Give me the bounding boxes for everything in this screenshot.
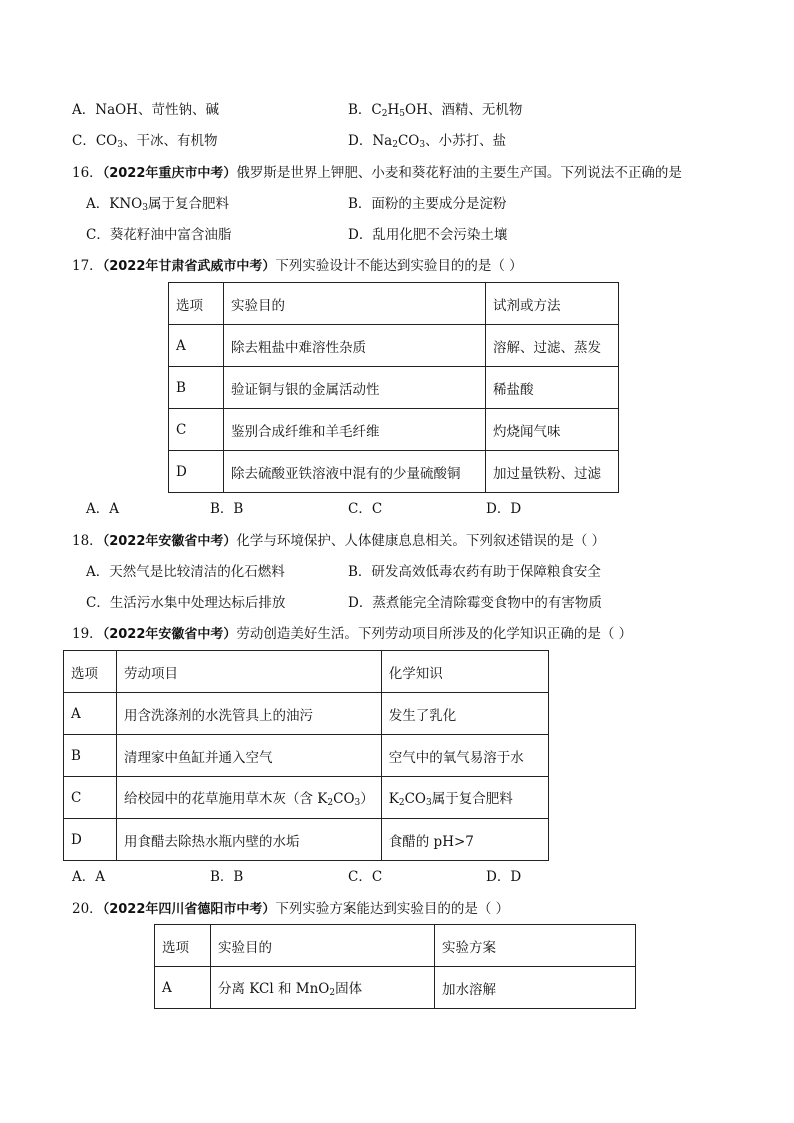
q19-answer-a: A．A [72, 869, 105, 885]
table-cell: 选项 [169, 283, 224, 325]
q16-option-b: B．面粉的主要成分是淀粉 [348, 196, 507, 212]
q17-source: （2022年甘肃省武威市中考） [102, 259, 276, 274]
q16-source: （2022年重庆市中考） [102, 166, 237, 181]
q17-stem: 17．（2022年甘肃省武威市中考）下列实验设计不能达到实验目的的是（ ） [72, 258, 523, 274]
table-row [169, 367, 619, 409]
q19-table [63, 650, 549, 861]
q18-source: （2022年安徽省中考） [102, 534, 237, 549]
q19-answer-b: B．B [210, 869, 244, 885]
table-row [64, 777, 549, 819]
table-cell: 鉴别合成纤维和羊毛纤维 [224, 409, 486, 451]
table-cell: 给校园中的花草施用草木灰（含 $K_2CO_3$） [117, 777, 382, 819]
table-cell: 用食醋去除热水瓶内壁的水垢 [117, 819, 382, 861]
table-cell: 除去粗盐中难溶性杂质 [224, 325, 486, 367]
table-cell: 溶解、过滤、蒸发 [486, 325, 619, 367]
table-cell: 加过量铁粉、过滤 [486, 451, 619, 493]
table-cell: 实验目的 [211, 925, 435, 967]
table-cell: 灼烧闻气味 [486, 409, 619, 451]
q19-answer-d: D．D [486, 869, 522, 885]
q20-source: （2022年四川省德阳市中考） [102, 902, 276, 917]
q17-answer-d: D．D [486, 501, 522, 517]
q18-option-b: B．研发高效低毒农药有助于保障粮食安全 [348, 564, 601, 580]
table-cell: 除去硫酸亚铁溶液中混有的少量硫酸铜 [224, 451, 486, 493]
table-cell: 试剂或方法 [486, 283, 619, 325]
table-cell: 化学知识 [381, 651, 548, 693]
q17-answer-b: B．B [210, 501, 244, 517]
q16-option-a: A．$KNO_3$属于复合肥料 [86, 196, 229, 213]
q17-table [168, 282, 619, 493]
table-row [169, 451, 619, 493]
table-cell: D [169, 451, 224, 493]
table-header-row [155, 925, 636, 967]
table-header-row [64, 651, 549, 693]
table-cell: $K_2CO_3$属于复合肥料 [381, 777, 548, 819]
table-cell: C [169, 409, 224, 451]
table-cell: 实验目的 [224, 283, 486, 325]
q15-option-c: C．$CO_3$、干冰、有机物 [72, 133, 218, 150]
table-row [169, 325, 619, 367]
q19-stem: 19．（2022年安徽省中考）劳动创造美好生活。下列劳动项目所涉及的化学知识正确的是（ ） [72, 626, 633, 642]
table-row [169, 409, 619, 451]
table-row [64, 819, 549, 861]
table-cell: 空气中的氧气易溶于水 [381, 735, 548, 777]
table-cell: D [64, 819, 117, 861]
table-cell: 发生了乳化 [381, 693, 548, 735]
table-cell: C [64, 777, 117, 819]
q16-option-c: C．葵花籽油中富含油脂 [86, 227, 232, 243]
table-cell: 清理家中鱼缸并通入空气 [117, 735, 382, 777]
q16-stem: 16．（2022年重庆市中考）俄罗斯是世界上钾肥、小麦和葵花籽油的主要生产国。下列说法不正确的是 [72, 165, 682, 181]
table-cell: 劳动项目 [117, 651, 382, 693]
q16-option-d: D．乱用化肥不会污染土壤 [348, 227, 508, 243]
q15-option-a: A．NaOH、苛性钠、碱 [72, 102, 219, 118]
table-cell: 加水溶解 [435, 967, 636, 1009]
table-cell: 用含洗涤剂的水洗管具上的油污 [117, 693, 382, 735]
q20-stem: 20．（2022年四川省德阳市中考）下列实验方案能达到实验目的的是（ ） [72, 901, 510, 917]
table-row [155, 967, 636, 1009]
q15-option-b: B．$C_2H_5OH$、酒精、无机物 [348, 102, 523, 119]
table-cell: A [169, 325, 224, 367]
table-row [64, 735, 549, 777]
q15-option-d: D．$Na_2CO_3$、小苏打、盐 [348, 133, 507, 150]
table-cell: 选项 [64, 651, 117, 693]
table-cell: B [169, 367, 224, 409]
table-cell: 选项 [155, 925, 211, 967]
table-cell: 验证铜与银的金属活动性 [224, 367, 486, 409]
table-header-row [169, 283, 619, 325]
q19-source: （2022年安徽省中考） [102, 627, 237, 642]
q18-option-a: A．天然气是比较清洁的化石燃料 [86, 564, 285, 580]
table-cell: 稀盐酸 [486, 367, 619, 409]
q17-answer-c: C．C [348, 501, 383, 517]
table-cell: 分离 KCl 和 MnO$_2$固体 [211, 967, 435, 1009]
table-row [64, 693, 549, 735]
table-cell: 实验方案 [435, 925, 636, 967]
q18-stem: 18．（2022年安徽省中考）化学与环境保护、人体健康息息相关。下列叙述错误的是（ ） [72, 533, 606, 549]
q20-table [154, 924, 636, 1009]
table-cell: A [64, 693, 117, 735]
q18-option-c: C．生活污水集中处理达标后排放 [86, 595, 286, 611]
table-cell: A [155, 967, 211, 1009]
q17-answer-a: A．A [86, 501, 119, 517]
table-cell: 食醋的 pH>7 [381, 819, 548, 861]
q18-option-d: D．蒸煮能完全清除霉变食物中的有害物质 [348, 595, 602, 611]
table-cell: B [64, 735, 117, 777]
q19-answer-c: C．C [348, 869, 383, 885]
